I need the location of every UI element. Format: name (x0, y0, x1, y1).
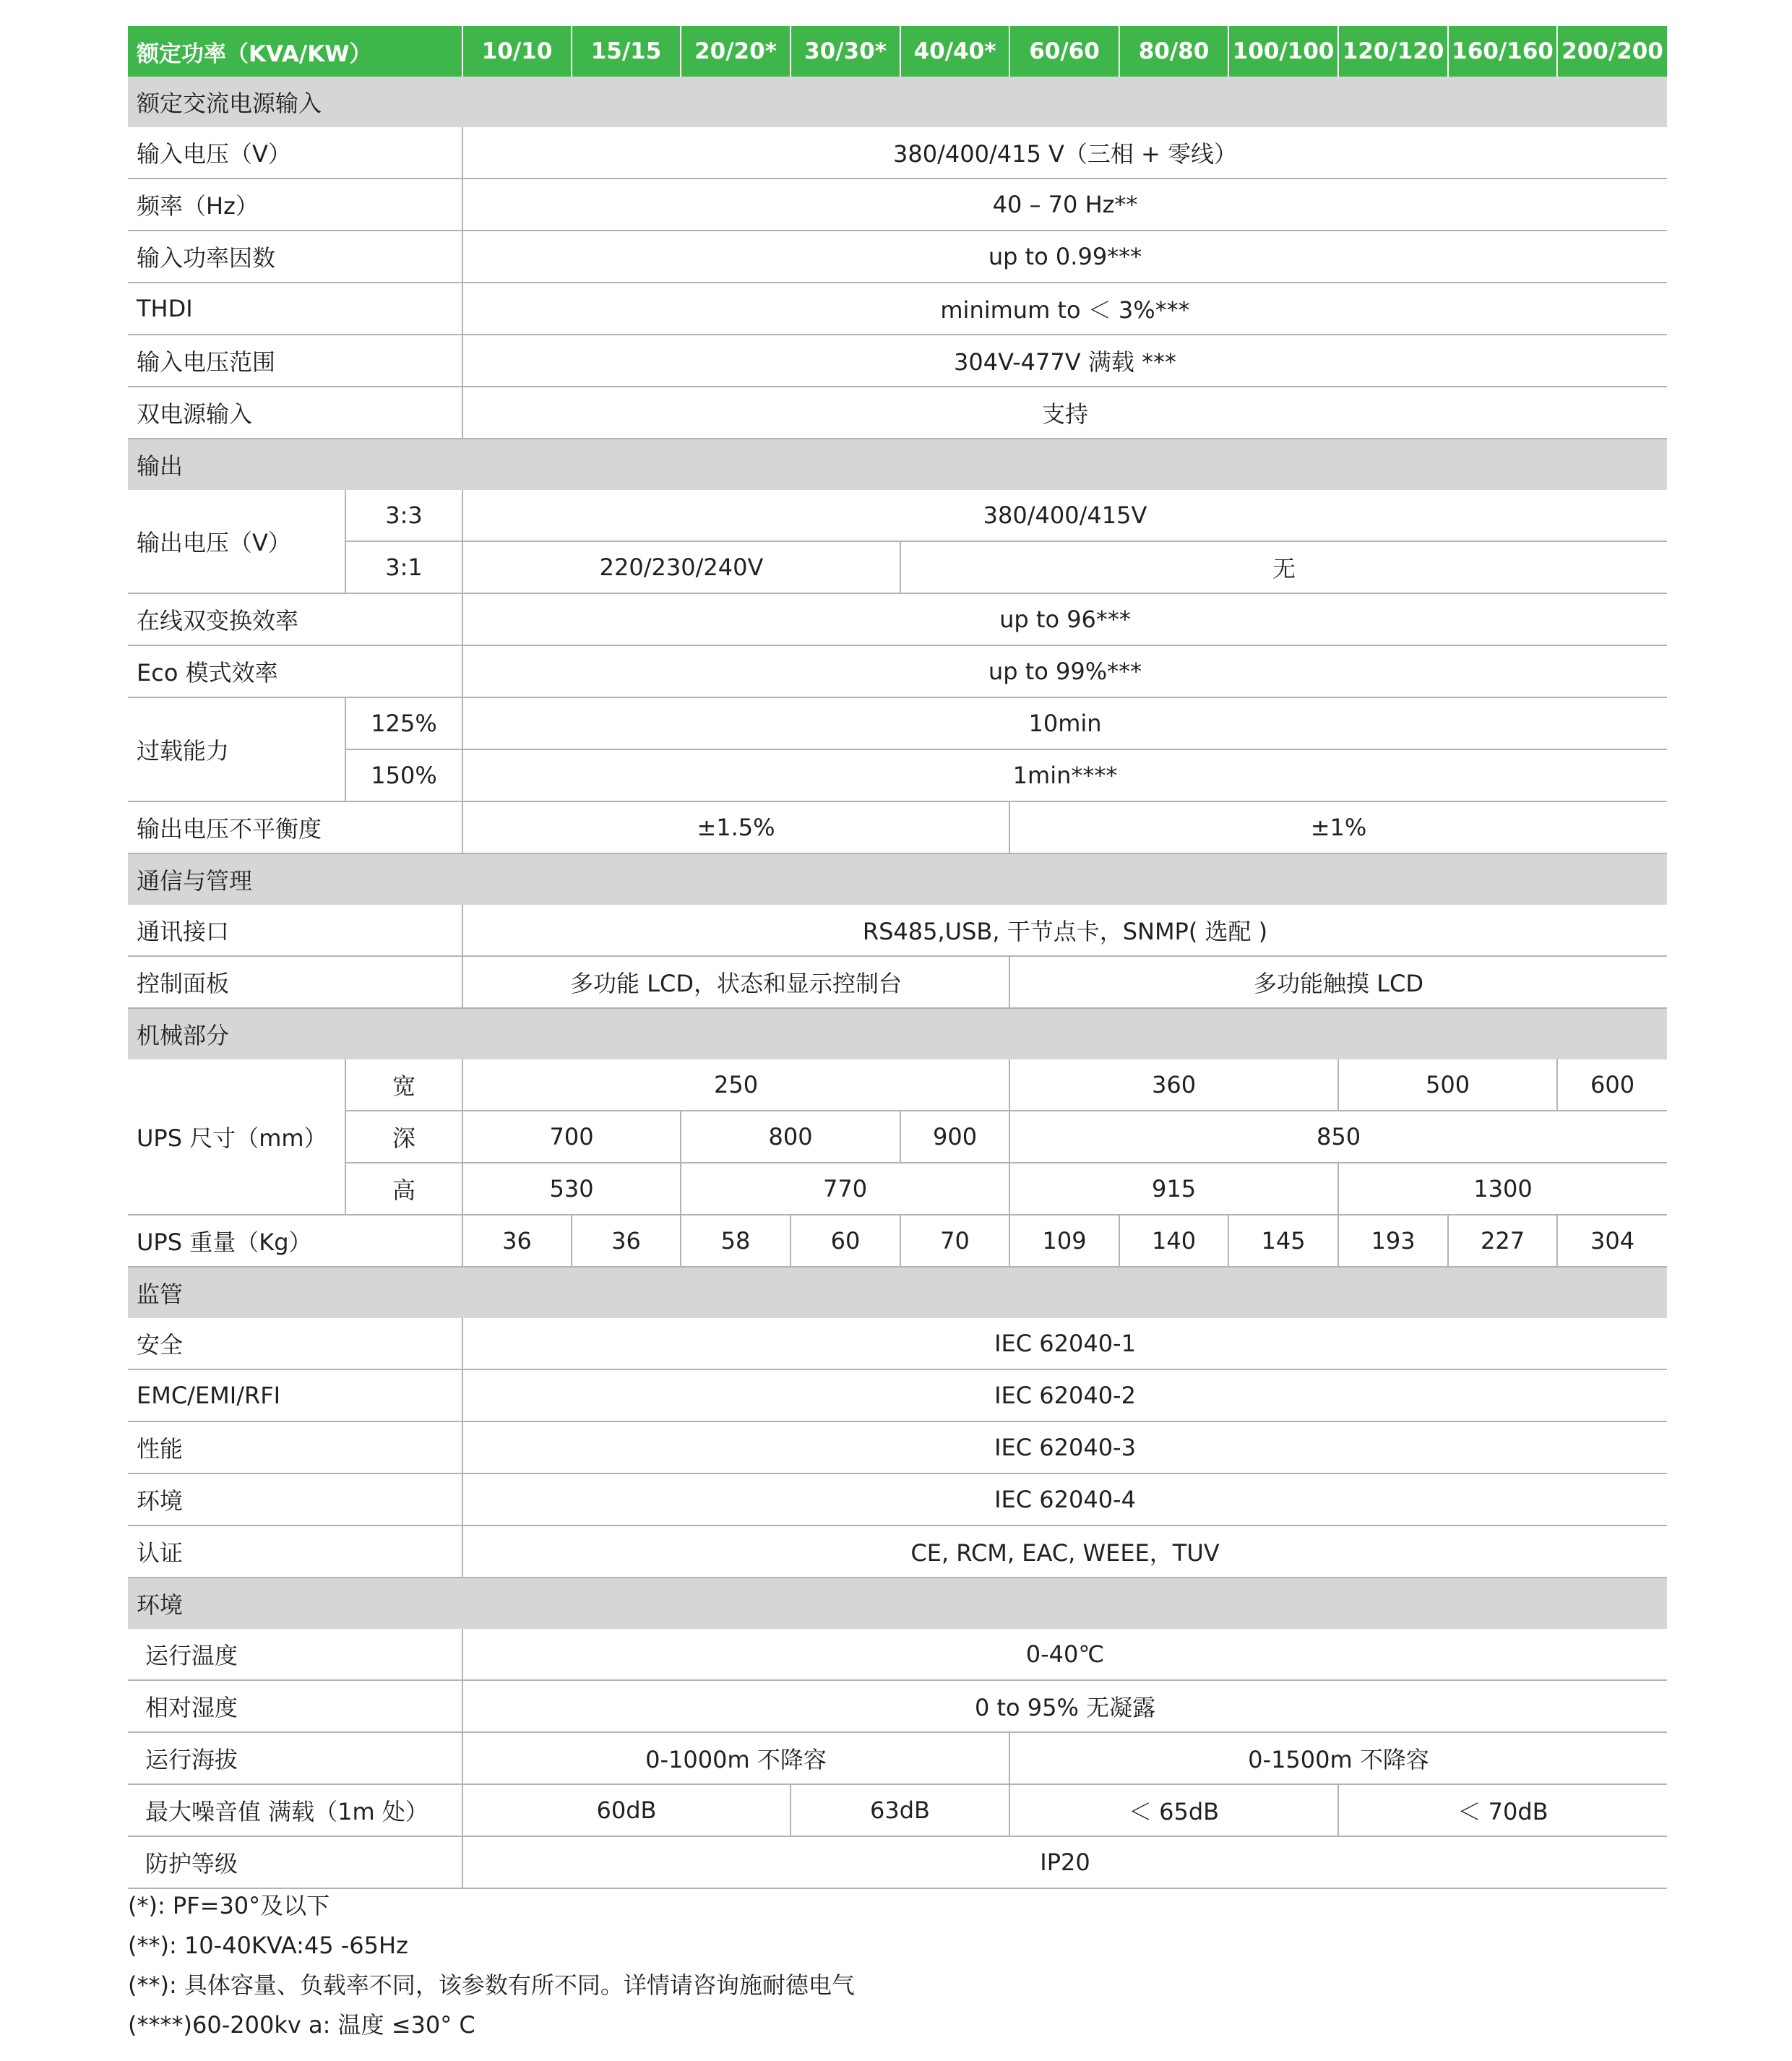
weight-cell: 36 (462, 1215, 572, 1267)
section-title-mech: 机械部分 (128, 1008, 1667, 1059)
table-row (128, 490, 1667, 541)
table-row (128, 283, 1667, 335)
row-value: ＜ 65dB (1009, 1784, 1338, 1836)
section-row (128, 1267, 1667, 1318)
sub-label: 宽 (345, 1059, 462, 1111)
row-value: 700 (462, 1111, 681, 1163)
row-value: 530 (462, 1163, 681, 1215)
rating-cell: 160/160 (1448, 26, 1557, 77)
weight-cell: 70 (900, 1215, 1009, 1267)
row-label: UPS 重量（Kg） (128, 1215, 462, 1267)
row-label: 过载能力 (128, 697, 345, 801)
row-value: ±1.5% (462, 801, 1009, 853)
table-row (128, 127, 1667, 178)
header-row (128, 26, 1667, 77)
rating-cell: 100/100 (1228, 26, 1338, 77)
rating-cell: 120/120 (1338, 26, 1448, 77)
table-row (128, 1526, 1667, 1578)
row-value: ＜ 70dB (1338, 1784, 1667, 1836)
rating-cell: 40/40* (900, 26, 1009, 77)
row-label: 相对湿度 (128, 1680, 462, 1732)
row-value: IEC 62040-1 (462, 1318, 1667, 1369)
row-label: Eco 模式效率 (128, 645, 462, 697)
row-value: 915 (1009, 1163, 1338, 1215)
table-row (128, 1318, 1667, 1369)
rating-cell: 200/200 (1557, 26, 1667, 77)
row-label: UPS 尺寸（mm） (128, 1059, 345, 1215)
table-row (128, 1629, 1667, 1680)
row-value: 360 (1009, 1059, 1338, 1111)
footnote: (*): PF=30°及以下 (128, 1892, 330, 1919)
table-row (128, 1215, 1667, 1267)
row-value: 380/400/415 V（三相 + 零线） (462, 127, 1667, 178)
row-value: 600 (1557, 1059, 1667, 1111)
footnotes (128, 1886, 855, 2045)
row-value: 250 (462, 1059, 1009, 1111)
rating-header-label: 额定功率（KVA/KW） (128, 26, 462, 77)
row-label: 输入功率因数 (128, 231, 462, 283)
rating-cell: 80/80 (1119, 26, 1228, 77)
row-value: 0-40℃ (462, 1629, 1667, 1680)
row-label: 运行海拔 (128, 1732, 462, 1784)
weight-cell: 36 (572, 1215, 681, 1267)
row-value: IEC 62040-4 (462, 1473, 1667, 1526)
row-label: 环境 (128, 1473, 462, 1526)
row-value: 10min (462, 697, 1667, 749)
weight-cell: 109 (1009, 1215, 1119, 1267)
section-row (128, 1578, 1667, 1629)
table-row (128, 178, 1667, 231)
footnote: (****)60-200kv a: 温度 ≤30° C (128, 2011, 475, 2039)
section-row (128, 1008, 1667, 1059)
table-row (128, 1421, 1667, 1473)
table-row (128, 231, 1667, 283)
row-label: 认证 (128, 1526, 462, 1578)
weight-cell: 193 (1338, 1215, 1448, 1267)
row-label: 通讯接口 (128, 905, 462, 956)
row-value: 380/400/415V (462, 490, 1667, 541)
sub-label: 150% (345, 749, 462, 801)
table-row (128, 335, 1667, 387)
row-value: 850 (1009, 1111, 1667, 1163)
sub-label: 高 (345, 1163, 462, 1215)
row-value: 900 (900, 1111, 1009, 1163)
row-value: ±1% (1009, 801, 1667, 853)
row-label: 输入电压（V） (128, 127, 462, 178)
row-label: THDI (128, 283, 462, 335)
rating-cell: 60/60 (1009, 26, 1119, 77)
weight-cell: 140 (1119, 1215, 1228, 1267)
table-row (128, 1369, 1667, 1421)
table-row (128, 1111, 1667, 1163)
row-label: 输出电压不平衡度 (128, 801, 462, 853)
table-row (128, 1680, 1667, 1732)
section-title-ac-input: 额定交流电源输入 (128, 77, 1667, 127)
sub-label: 125% (345, 697, 462, 749)
row-value: 63dB (791, 1784, 1009, 1836)
row-value: minimum to ＜ 3%*** (462, 283, 1667, 335)
weight-cell: 304 (1557, 1215, 1667, 1267)
row-label: 输入电压范围 (128, 335, 462, 387)
row-value: 0 to 95% 无凝露 (462, 1680, 1667, 1732)
weight-cell: 145 (1228, 1215, 1338, 1267)
table-row (128, 956, 1667, 1008)
row-value: 多功能触摸 LCD (1009, 956, 1667, 1008)
table-row (128, 387, 1667, 439)
spec-table (128, 26, 1667, 1889)
section-title-environment: 环境 (128, 1578, 1667, 1629)
row-value: up to 0.99*** (462, 231, 1667, 283)
row-value: CE, RCM, EAC, WEEE，TUV (462, 1526, 1667, 1578)
table-row (128, 1059, 1667, 1111)
section-title-regulatory: 监管 (128, 1267, 1667, 1318)
row-value: up to 96*** (462, 593, 1667, 645)
table-row (128, 541, 1667, 593)
row-value: 1min**** (462, 749, 1667, 801)
row-label: 控制面板 (128, 956, 462, 1008)
row-label: 运行温度 (128, 1629, 462, 1680)
rating-cell: 30/30* (791, 26, 900, 77)
row-value: 1300 (1338, 1163, 1667, 1215)
row-value: 0-1500m 不降容 (1009, 1732, 1667, 1784)
weight-cell: 58 (681, 1215, 791, 1267)
row-label: 输出电压（V） (128, 490, 345, 593)
table-row (128, 801, 1667, 853)
sub-label: 3:3 (345, 490, 462, 541)
section-row (128, 853, 1667, 905)
sub-label: 深 (345, 1111, 462, 1163)
row-value: 40 – 70 Hz** (462, 178, 1667, 231)
row-value: 304V-477V 满载 *** (462, 335, 1667, 387)
row-value: 220/230/240V (462, 541, 900, 593)
row-value: 多功能 LCD，状态和显示控制台 (462, 956, 1009, 1008)
row-label: 最大噪音值 满载（1m 处） (128, 1784, 462, 1836)
row-label: 在线双变换效率 (128, 593, 462, 645)
row-value: up to 99%*** (462, 645, 1667, 697)
section-row (128, 439, 1667, 490)
row-value: 800 (681, 1111, 900, 1163)
table-row (128, 1784, 1667, 1836)
section-title-output: 输出 (128, 439, 1667, 490)
table-row (128, 697, 1667, 749)
footnote: (**): 10-40KVA:45 -65Hz (128, 1932, 408, 1959)
table-row (128, 593, 1667, 645)
row-value: IP20 (462, 1836, 1667, 1888)
row-value: 60dB (462, 1784, 791, 1836)
rating-cell: 10/10 (462, 26, 572, 77)
row-label: 防护等级 (128, 1836, 462, 1888)
row-value: 0-1000m 不降容 (462, 1732, 1009, 1784)
rating-cell: 20/20* (681, 26, 791, 77)
row-value: IEC 62040-2 (462, 1369, 1667, 1421)
table-row (128, 1473, 1667, 1526)
row-value: 无 (900, 541, 1667, 593)
row-label: 安全 (128, 1318, 462, 1369)
row-value: 500 (1338, 1059, 1557, 1111)
table-row (128, 1732, 1667, 1784)
weight-cell: 60 (791, 1215, 900, 1267)
row-label: EMC/EMI/RFI (128, 1369, 462, 1421)
table-row (128, 1836, 1667, 1888)
row-value: 支持 (462, 387, 1667, 439)
section-title-comm: 通信与管理 (128, 853, 1667, 905)
row-label: 性能 (128, 1421, 462, 1473)
weight-cell: 227 (1448, 1215, 1557, 1267)
table-row (128, 1163, 1667, 1215)
table-row (128, 749, 1667, 801)
table-row (128, 905, 1667, 956)
row-value: IEC 62040-3 (462, 1421, 1667, 1473)
table-row (128, 645, 1667, 697)
row-value: RS485,USB, 干节点卡，SNMP( 选配 ) (462, 905, 1667, 956)
footnote: (**): 具体容量、负载率不同，该参数有所不同。详情请咨询施耐德电气 (128, 1971, 855, 1999)
sub-label: 3:1 (345, 541, 462, 593)
rating-cell: 15/15 (572, 26, 681, 77)
section-row (128, 77, 1667, 127)
row-label: 双电源输入 (128, 387, 462, 439)
row-value: 770 (681, 1163, 1009, 1215)
row-label: 频率（Hz） (128, 178, 462, 231)
